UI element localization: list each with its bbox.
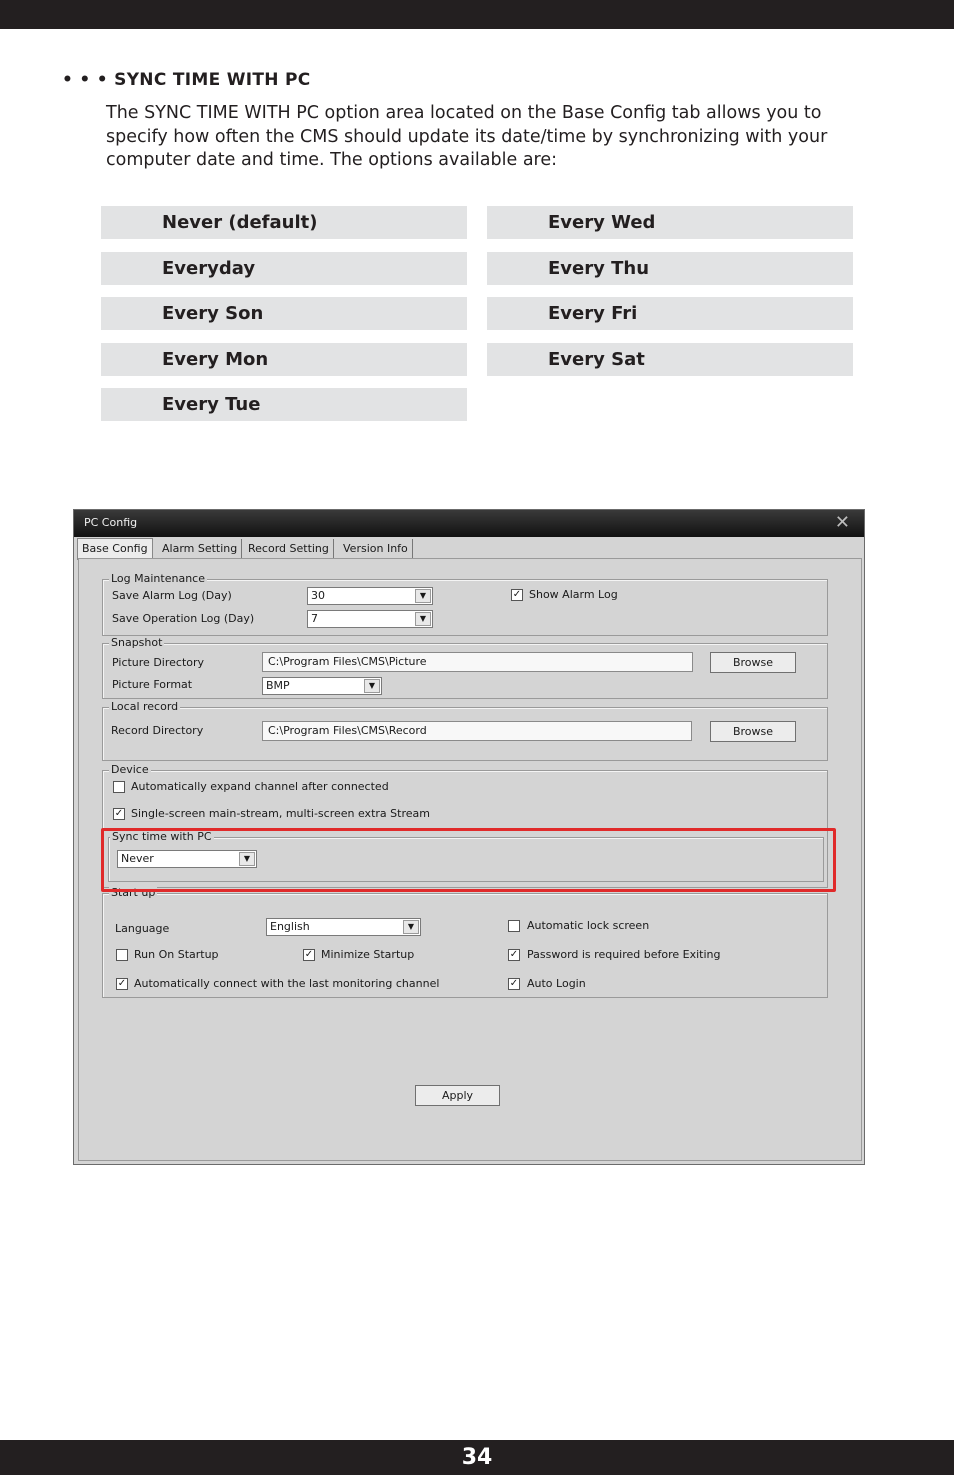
language-label: Language bbox=[115, 922, 170, 935]
auto-login-checkbox[interactable]: ✓ bbox=[509, 978, 519, 989]
snapshot-group bbox=[102, 636, 828, 699]
chevron-down-icon[interactable]: ▼ bbox=[415, 589, 431, 603]
picture-directory-label: Picture Directory bbox=[112, 656, 205, 669]
option-every-thu: Every Thu bbox=[487, 252, 853, 285]
minimize-startup-label: Minimize Startup bbox=[321, 948, 415, 961]
single-screen-label: Single-screen main-stream, multi-screen extra Stream bbox=[131, 807, 430, 820]
save-operation-log-value: 7 bbox=[311, 612, 318, 625]
minimize-startup-checkbox[interactable]: ✓ bbox=[304, 949, 314, 960]
language-combo[interactable] bbox=[266, 918, 421, 936]
auto-connect-checkbox[interactable]: ✓ bbox=[117, 978, 127, 989]
option-every-sat: Every Sat bbox=[487, 343, 853, 376]
picture-format-combo[interactable] bbox=[262, 677, 382, 695]
chevron-down-icon[interactable]: ▼ bbox=[239, 852, 255, 866]
log-maintenance-group bbox=[102, 572, 828, 636]
log-maintenance-legend: Log Maintenance bbox=[111, 572, 205, 585]
option-never: Never (default) bbox=[101, 206, 467, 239]
dialog-title: PC Config bbox=[84, 516, 138, 529]
option-every-wed: Every Wed bbox=[487, 206, 853, 239]
show-alarm-log-label: Show Alarm Log bbox=[529, 588, 618, 601]
save-operation-log-combo[interactable] bbox=[307, 610, 433, 628]
picture-browse-button[interactable]: Browse bbox=[710, 652, 796, 673]
close-icon[interactable]: ✕ bbox=[834, 512, 850, 533]
sync-time-value: Never bbox=[121, 852, 154, 865]
snapshot-legend: Snapshot bbox=[111, 636, 163, 649]
record-browse-button[interactable]: Browse bbox=[710, 721, 796, 742]
save-alarm-log-combo[interactable] bbox=[307, 587, 433, 605]
intro-paragraph: The SYNC TIME WITH PC option area located on the Base Config tab allows you to specify how often the CMS should update its date/time by synchronizing with your computer date and time. The options available are: bbox=[106, 103, 828, 170]
tab-record-setting[interactable]: Record Setting bbox=[244, 539, 334, 559]
auto-expand-checkbox[interactable] bbox=[113, 781, 125, 793]
option-every-fri: Every Fri bbox=[487, 297, 853, 330]
page-number: 34 bbox=[461, 1445, 493, 1470]
section-heading: • • • SYNC TIME WITH PC bbox=[62, 70, 311, 90]
tab-version-info[interactable]: Version Info bbox=[339, 539, 413, 559]
auto-expand-label: Automatically expand channel after connected bbox=[131, 780, 389, 793]
device-legend: Device bbox=[111, 763, 149, 776]
password-exit-checkbox[interactable]: ✓ bbox=[509, 949, 519, 960]
startup-legend: Start up bbox=[111, 886, 156, 899]
auto-login-label: Auto Login bbox=[527, 977, 586, 990]
single-screen-checkbox[interactable]: ✓ bbox=[114, 808, 124, 819]
save-alarm-log-label: Save Alarm Log (Day) bbox=[112, 589, 232, 602]
language-value: English bbox=[270, 920, 310, 933]
local-record-legend: Local record bbox=[111, 700, 179, 713]
chevron-down-icon[interactable]: ▼ bbox=[415, 612, 431, 626]
picture-directory-field[interactable]: C:\Program Files\CMS\Picture bbox=[262, 652, 693, 672]
chevron-down-icon[interactable]: ▼ bbox=[403, 920, 419, 934]
dialog-titlebar bbox=[74, 510, 864, 537]
auto-lock-checkbox[interactable] bbox=[508, 920, 520, 932]
run-on-startup-checkbox[interactable] bbox=[116, 949, 128, 961]
option-every-tue: Every Tue bbox=[101, 388, 467, 421]
option-everyday: Everyday bbox=[101, 252, 467, 285]
auto-connect-label: Automatically connect with the last monitoring channel bbox=[134, 977, 440, 990]
run-on-startup-label: Run On Startup bbox=[134, 948, 219, 961]
option-every-sun: Every Son bbox=[101, 297, 467, 330]
picture-format-label: Picture Format bbox=[112, 678, 193, 691]
picture-format-value: BMP bbox=[266, 679, 290, 692]
chevron-down-icon[interactable]: ▼ bbox=[364, 679, 380, 693]
show-alarm-log-checkbox[interactable]: ✓ bbox=[512, 589, 522, 600]
password-exit-label: Password is required before Exiting bbox=[527, 948, 721, 961]
apply-button[interactable]: Apply bbox=[415, 1085, 500, 1106]
tab-alarm-setting[interactable]: Alarm Setting bbox=[158, 539, 242, 559]
startup-group bbox=[102, 886, 828, 998]
top-bar bbox=[0, 0, 954, 29]
save-operation-log-label: Save Operation Log (Day) bbox=[112, 612, 255, 625]
sync-time-highlight-box bbox=[101, 828, 836, 892]
tab-base-config[interactable]: Base Config bbox=[77, 538, 153, 560]
save-alarm-log-value: 30 bbox=[311, 589, 325, 602]
option-every-mon: Every Mon bbox=[101, 343, 467, 376]
local-record-group bbox=[102, 700, 828, 761]
sync-time-legend: Sync time with PC bbox=[112, 830, 212, 843]
auto-lock-label: Automatic lock screen bbox=[527, 919, 650, 932]
record-directory-field[interactable]: C:\Program Files\CMS\Record bbox=[262, 721, 692, 741]
record-directory-label: Record Directory bbox=[111, 724, 204, 737]
